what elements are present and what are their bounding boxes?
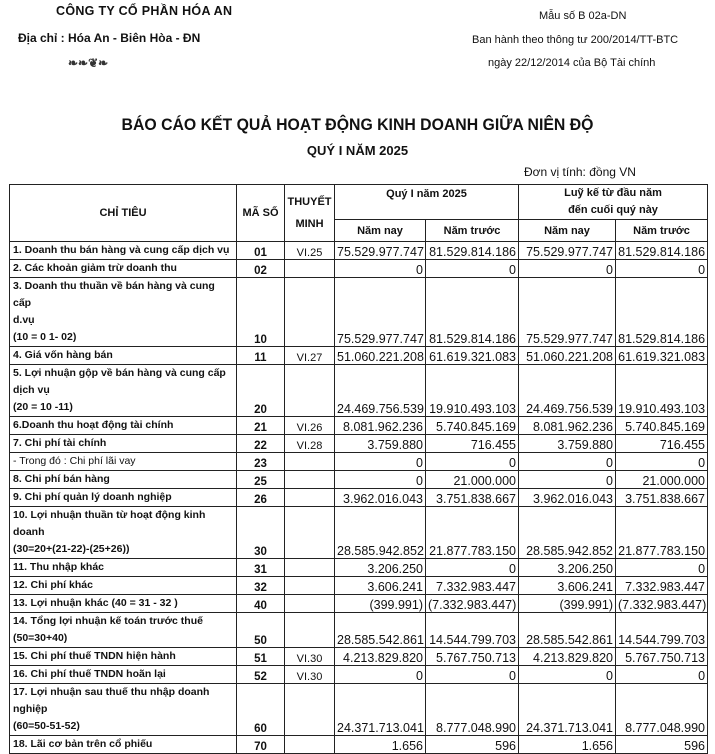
value-ytd-last-year: 21.000.000 — [616, 471, 708, 489]
row-label-line: 10. Lợi nhuận thuần từ hoạt động kinh doanh — [13, 509, 206, 538]
value-quarter-this-year: (399.991) — [335, 595, 426, 613]
row-code: 01 — [237, 242, 285, 260]
row-label — [10, 648, 237, 666]
row-code: 70 — [237, 736, 285, 754]
value-quarter-last-year: 0 — [426, 559, 519, 577]
table-row — [10, 507, 708, 559]
value-ytd-this-year: 0 — [519, 260, 616, 278]
row-label-line: 4. Giá vốn hàng bán — [13, 349, 113, 361]
row-note: VI.26 — [285, 417, 335, 435]
row-code: 02 — [237, 260, 285, 278]
row-note — [285, 489, 335, 507]
value-ytd-last-year: 81.529.814.186 — [616, 278, 708, 347]
row-code: 20 — [237, 365, 285, 417]
decorative-flourish-icon: ❧❧❦❧ — [68, 56, 109, 70]
value-quarter-last-year: 596 — [426, 736, 519, 754]
value-ytd-last-year: 8.777.048.990 — [616, 684, 708, 736]
col-header-code: MÃ SỐ — [237, 185, 285, 242]
row-code: 23 — [237, 453, 285, 471]
row-label-line: 1. Doanh thu bán hàng và cung cấp dịch vụ — [13, 244, 230, 256]
value-quarter-last-year: 5.767.750.713 — [426, 648, 519, 666]
row-label-line: 9. Chi phí quản lý doanh nghiệp — [13, 491, 172, 503]
value-ytd-this-year: 28.585.542.861 — [519, 613, 616, 648]
value-ytd-last-year: 14.544.799.703 — [616, 613, 708, 648]
row-label — [10, 471, 237, 489]
value-ytd-last-year: 61.619.321.083 — [616, 347, 708, 365]
row-label-line: 14. Tổng lợi nhuận kế toán trước thuế — [13, 615, 203, 627]
issued-line-1: Ban hành theo thông tư 200/2014/TT-BTC — [472, 34, 679, 46]
row-label — [10, 736, 237, 754]
value-ytd-last-year: 81.529.814.186 — [616, 242, 708, 260]
row-code: 60 — [237, 684, 285, 736]
value-ytd-last-year: 0 — [616, 666, 708, 684]
row-label-line: 13. Lợi nhuận khác (40 = 31 - 32 ) — [13, 597, 178, 609]
row-label-line: 12. Chi phí khác — [13, 579, 93, 591]
value-ytd-last-year: 0 — [616, 559, 708, 577]
row-note — [285, 507, 335, 559]
row-label — [10, 453, 237, 471]
table-row — [10, 453, 708, 471]
company-address: Địa chỉ : Hóa An - Biên Hòa - ĐN — [18, 31, 201, 45]
value-ytd-this-year: 51.060.221.208 — [519, 347, 616, 365]
value-quarter-this-year: 75.529.977.747 — [335, 242, 426, 260]
value-ytd-this-year: 0 — [519, 453, 616, 471]
value-quarter-last-year: 7.332.983.447 — [426, 577, 519, 595]
value-quarter-last-year: 3.751.838.667 — [426, 489, 519, 507]
value-quarter-last-year: 21.000.000 — [426, 471, 519, 489]
table-row — [10, 489, 708, 507]
row-note — [285, 613, 335, 648]
issued-line-2: ngày 22/12/2014 của Bộ Tài chính — [488, 57, 656, 69]
row-label-line: 3. Doanh thu thuần về bán hàng và cung cấp — [13, 280, 215, 309]
row-label — [10, 347, 237, 365]
table-row — [10, 365, 708, 417]
row-note: VI.30 — [285, 648, 335, 666]
value-quarter-this-year: 0 — [335, 453, 426, 471]
row-label-line: (20 = 10 -11) — [13, 401, 73, 413]
value-quarter-this-year: 0 — [335, 260, 426, 278]
value-quarter-last-year: 14.544.799.703 — [426, 613, 519, 648]
row-note — [285, 736, 335, 754]
row-label — [10, 613, 237, 648]
table-row — [10, 577, 708, 595]
row-label-line: 11. Thu nhập khác — [13, 561, 105, 573]
table-row — [10, 471, 708, 489]
col-header-ytd — [519, 185, 708, 220]
value-ytd-last-year: 0 — [616, 453, 708, 471]
row-code: 11 — [237, 347, 285, 365]
col-header-last-year: Năm trước — [426, 220, 519, 242]
value-ytd-last-year: (7.332.983.447) — [616, 595, 708, 613]
income-statement-table — [9, 184, 708, 754]
table-row — [10, 736, 708, 754]
row-label — [10, 577, 237, 595]
col-header-ytd-line1: Luỹ kế từ đầu năm — [564, 187, 662, 199]
row-label-line: (10 = 0 1- 02) — [13, 331, 77, 343]
table-row — [10, 347, 708, 365]
col-header-this-year-ytd: Năm nay — [519, 220, 616, 242]
value-quarter-last-year: 21.877.783.150 — [426, 507, 519, 559]
row-label-line: 7. Chi phí tài chính — [13, 437, 107, 449]
row-note — [285, 577, 335, 595]
value-ytd-this-year: 3.206.250 — [519, 559, 616, 577]
table-row — [10, 260, 708, 278]
row-note: VI.27 — [285, 347, 335, 365]
row-note — [285, 559, 335, 577]
report-subtitle: QUÝ I NĂM 2025 — [306, 143, 409, 158]
col-header-quarter: Quý I năm 2025 — [335, 185, 519, 220]
table-row — [10, 278, 708, 347]
col-header-item: CHỈ TIÊU — [10, 185, 237, 242]
row-note: VI.28 — [285, 435, 335, 453]
value-quarter-this-year: 3.962.016.043 — [335, 489, 426, 507]
row-label — [10, 435, 237, 453]
value-ytd-this-year: 8.081.962.236 — [519, 417, 616, 435]
row-label-line: - Trong đó : Chi phí lãi vay — [13, 455, 136, 467]
row-label-line: 6.Doanh thu hoạt động tài chính — [13, 419, 174, 431]
col-header-ytd-line2: đến cuối quý này — [568, 204, 658, 216]
row-label-line: (60=50-51-52) — [13, 720, 80, 732]
row-note — [285, 684, 335, 736]
row-label — [10, 417, 237, 435]
value-quarter-this-year: 3.206.250 — [335, 559, 426, 577]
row-label-line: 16. Chi phí thuế TNDN hoãn lại — [13, 668, 166, 680]
value-ytd-this-year: 28.585.942.852 — [519, 507, 616, 559]
row-label-line: (30=20+(21-22)-(25+26)) — [13, 543, 130, 555]
table-body — [10, 242, 708, 754]
row-label-line: 2. Các khoản giảm trừ doanh thu — [13, 262, 177, 274]
row-code: 52 — [237, 666, 285, 684]
value-quarter-last-year: (7.332.983.447) — [426, 595, 519, 613]
row-code: 40 — [237, 595, 285, 613]
currency-unit: Đơn vị tính: đồng VN — [524, 165, 636, 179]
value-quarter-this-year: 75.529.977.747 — [335, 278, 426, 347]
value-ytd-last-year: 19.910.493.103 — [616, 365, 708, 417]
value-ytd-this-year: 0 — [519, 471, 616, 489]
table-row — [10, 613, 708, 648]
row-note — [285, 278, 335, 347]
value-ytd-last-year: 596 — [616, 736, 708, 754]
row-label — [10, 559, 237, 577]
row-label-line: 8. Chi phí bán hàng — [13, 473, 110, 485]
row-code: 32 — [237, 577, 285, 595]
value-quarter-last-year: 5.740.845.169 — [426, 417, 519, 435]
row-label-line: (50=30+40) — [13, 632, 68, 644]
value-quarter-this-year: 28.585.942.852 — [335, 507, 426, 559]
row-code: 22 — [237, 435, 285, 453]
row-label — [10, 666, 237, 684]
value-quarter-this-year: 24.469.756.539 — [335, 365, 426, 417]
row-label-line: 17. Lợi nhuận sau thuế thu nhập doanh nghiệp — [13, 686, 210, 715]
value-ytd-last-year: 21.877.783.150 — [616, 507, 708, 559]
row-label — [10, 507, 237, 559]
table-row — [10, 684, 708, 736]
row-label — [10, 260, 237, 278]
row-note — [285, 453, 335, 471]
row-label — [10, 595, 237, 613]
value-quarter-this-year: 0 — [335, 471, 426, 489]
row-label-line: 18. Lãi cơ bản trên cổ phiếu — [13, 738, 153, 750]
table-row — [10, 559, 708, 577]
value-ytd-this-year: 75.529.977.747 — [519, 242, 616, 260]
row-code: 21 — [237, 417, 285, 435]
value-quarter-last-year: 81.529.814.186 — [426, 278, 519, 347]
col-header-note — [285, 185, 335, 242]
row-code: 10 — [237, 278, 285, 347]
value-ytd-this-year: 24.371.713.041 — [519, 684, 616, 736]
value-ytd-this-year: 24.469.756.539 — [519, 365, 616, 417]
value-quarter-last-year: 0 — [426, 260, 519, 278]
table-row — [10, 666, 708, 684]
value-quarter-last-year: 19.910.493.103 — [426, 365, 519, 417]
row-note — [285, 471, 335, 489]
value-ytd-this-year: 75.529.977.747 — [519, 278, 616, 347]
row-label — [10, 684, 237, 736]
col-header-this-year: Năm nay — [335, 220, 426, 242]
value-quarter-last-year: 0 — [426, 453, 519, 471]
value-ytd-last-year: 5.740.845.169 — [616, 417, 708, 435]
value-quarter-this-year: 24.371.713.041 — [335, 684, 426, 736]
value-quarter-last-year: 61.619.321.083 — [426, 347, 519, 365]
row-code: 25 — [237, 471, 285, 489]
row-label-line: 15. Chi phí thuế TNDN hiện hành — [13, 650, 176, 662]
col-header-note-line2: MINH — [295, 218, 324, 230]
row-label-line: d.vụ — [13, 314, 35, 326]
value-ytd-this-year: 3.606.241 — [519, 577, 616, 595]
table-row — [10, 242, 708, 260]
value-ytd-this-year: 1.656 — [519, 736, 616, 754]
row-note: VI.30 — [285, 666, 335, 684]
value-ytd-last-year: 7.332.983.447 — [616, 577, 708, 595]
value-ytd-this-year: 3.759.880 — [519, 435, 616, 453]
value-quarter-this-year: 1.656 — [335, 736, 426, 754]
row-label — [10, 365, 237, 417]
table-row — [10, 648, 708, 666]
report-title: BÁO CÁO KẾT QUẢ HOẠT ĐỘNG KINH DOANH GIỮA NIÊN ĐỘ — [121, 115, 594, 134]
value-ytd-this-year: 3.962.016.043 — [519, 489, 616, 507]
value-ytd-last-year: 716.455 — [616, 435, 708, 453]
value-quarter-last-year: 716.455 — [426, 435, 519, 453]
row-code: 50 — [237, 613, 285, 648]
col-header-note-line1: THUYẾT — [287, 196, 332, 208]
table-row — [10, 417, 708, 435]
value-ytd-last-year: 5.767.750.713 — [616, 648, 708, 666]
value-quarter-this-year: 51.060.221.208 — [335, 347, 426, 365]
value-quarter-this-year: 3.759.880 — [335, 435, 426, 453]
row-label-line: dịch vụ — [13, 384, 50, 396]
row-code: 30 — [237, 507, 285, 559]
value-quarter-last-year: 0 — [426, 666, 519, 684]
value-ytd-this-year: 0 — [519, 666, 616, 684]
value-ytd-this-year: 4.213.829.820 — [519, 648, 616, 666]
row-code: 26 — [237, 489, 285, 507]
col-header-last-year-ytd: Năm trước — [616, 220, 708, 242]
value-quarter-this-year: 8.081.962.236 — [335, 417, 426, 435]
value-quarter-last-year: 81.529.814.186 — [426, 242, 519, 260]
value-ytd-this-year: (399.991) — [519, 595, 616, 613]
row-code: 31 — [237, 559, 285, 577]
row-label — [10, 278, 237, 347]
row-note — [285, 595, 335, 613]
value-ytd-last-year: 0 — [616, 260, 708, 278]
row-note — [285, 260, 335, 278]
table-row — [10, 435, 708, 453]
value-quarter-this-year: 3.606.241 — [335, 577, 426, 595]
form-number: Mẫu số B 02a-DN — [539, 10, 627, 22]
table-row — [10, 595, 708, 613]
value-quarter-this-year: 4.213.829.820 — [335, 648, 426, 666]
row-note: VI.25 — [285, 242, 335, 260]
value-quarter-last-year: 8.777.048.990 — [426, 684, 519, 736]
row-label — [10, 242, 237, 260]
value-ytd-last-year: 3.751.838.667 — [616, 489, 708, 507]
value-quarter-this-year: 0 — [335, 666, 426, 684]
row-note — [285, 365, 335, 417]
row-label-line: 5. Lợi nhuận gộp về bán hàng và cung cấp — [13, 367, 226, 379]
value-quarter-this-year: 28.585.542.861 — [335, 613, 426, 648]
company-name: CÔNG TY CỔ PHẦN HÓA AN — [56, 4, 233, 18]
row-code: 51 — [237, 648, 285, 666]
row-label — [10, 489, 237, 507]
